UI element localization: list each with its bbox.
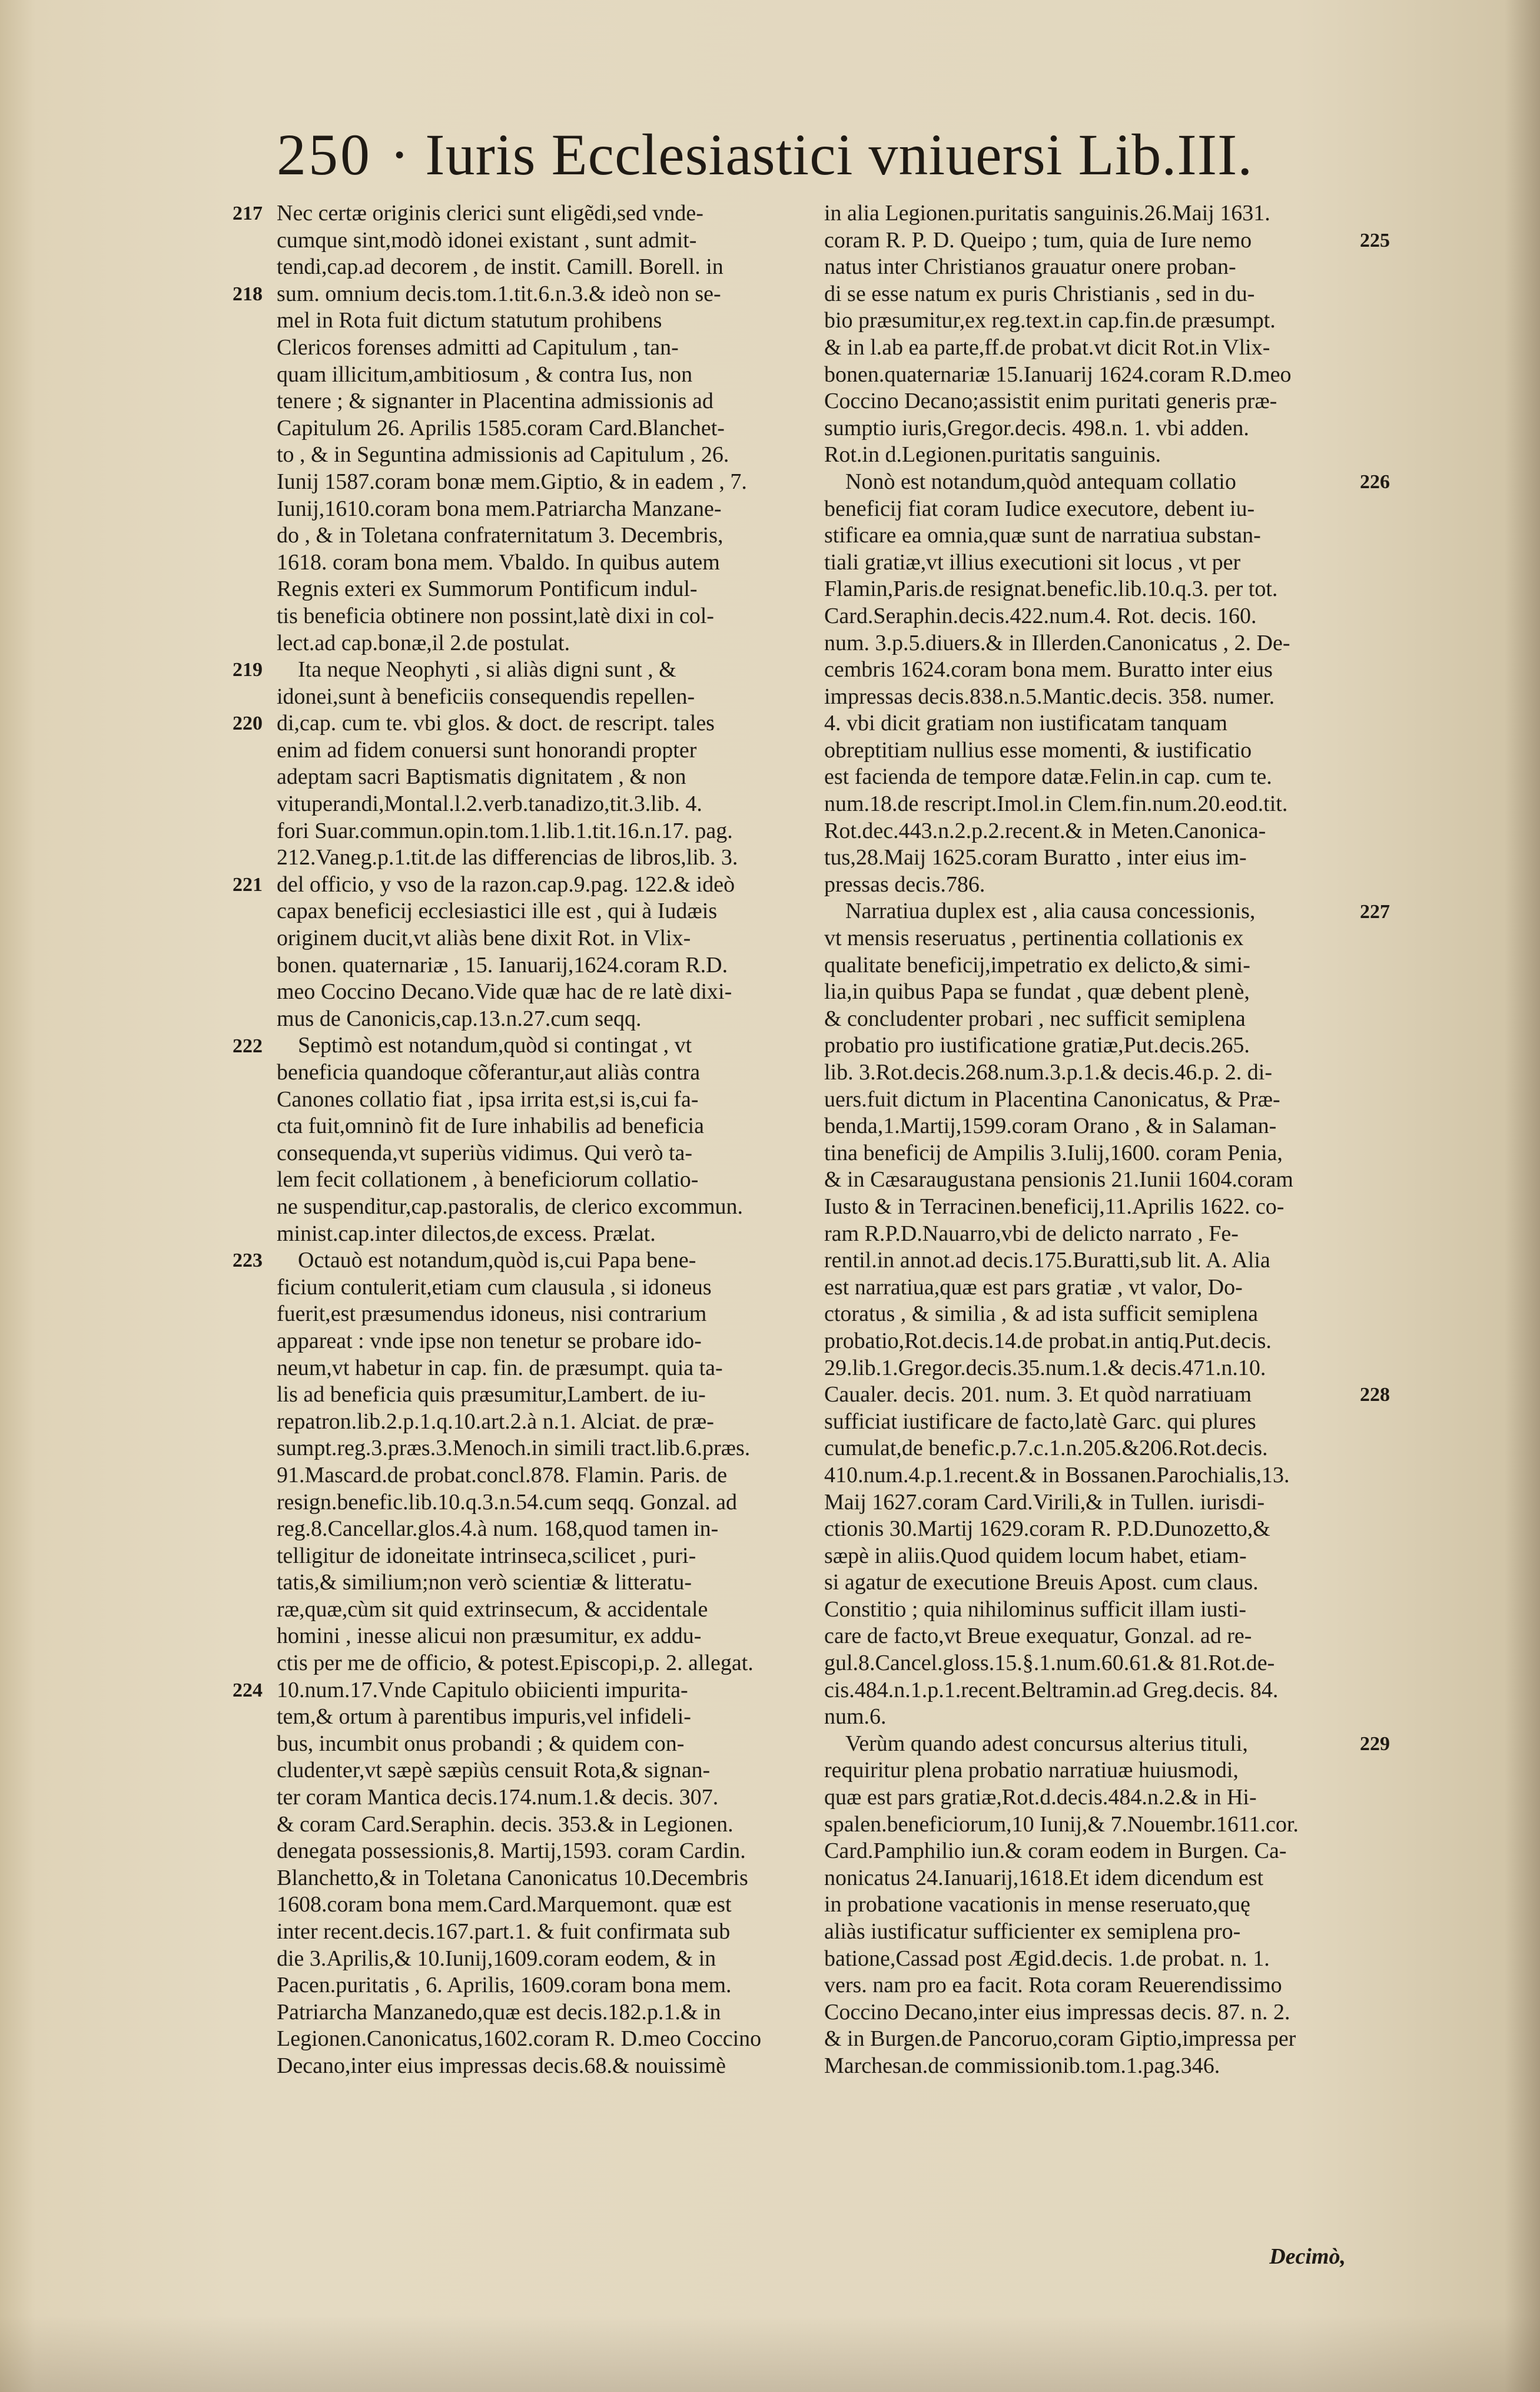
text-line: 29.lib.1.Gregor.decis.35.num.1.& decis.471.n.10. [824,1355,1266,1380]
text-line: Blanchetto,& in Toletana Canonicatus 10.Decembris [277,1865,748,1890]
paragraph-number: 226 [1360,471,1390,493]
text-line: 91.Mascard.de probat.concl.878. Flamin. Paris. de [277,1462,728,1487]
text-line: lem fecit collationem , à beneficiorum collatio- [277,1167,699,1192]
text-line: lis ad beneficia quis præsumitur,Lambert. de iu- [277,1382,706,1407]
text-line: Pacen.puritatis , 6. Aprilis, 1609.coram bona mem. [277,1973,732,1998]
text-line: cembris 1624.coram bona mem. Buratto inter eius [824,657,1273,683]
text-line: minist.cap.inter dilectos,de excess. Prælat. [277,1221,656,1246]
text-line: est facienda de tempore datæ.Felin.in cap. cum te. [824,764,1272,790]
paragraph-number: 220 [233,713,263,735]
text-line: sufficiat iustificare de facto,latè Garc. qui plures [824,1409,1256,1434]
paragraph-number: 229 [1360,1733,1390,1755]
text-line: sumptio iuris,Gregor.decis. 498.n. 1. vbi adden. [824,415,1249,440]
text-line: inter recent.decis.167.part.1. & fuit confirmata sub [277,1919,731,1944]
page-edge-shadow [1505,0,1540,2392]
text-line: to , & in Seguntina admissionis ad Capitulum , 26. [277,442,729,468]
text-line: Card.Pamphilio iun.& coram eodem in Burgen. Ca- [824,1838,1287,1864]
text-line: tenere ; & signanter in Placentina admissionis ad [277,389,713,414]
text-line: Constitio ; quia nihilominus sufficit illam iusti- [824,1596,1247,1622]
text-line: enim ad fidem conuersi sunt honorandi propter [277,737,697,763]
text-line: quæ est pars gratiæ,Rot.d.decis.484.n.2.& in Hi- [824,1785,1257,1810]
text-line: bonen.quaternariæ 15.Ianuarij 1624.coram R.D.meo [824,362,1292,387]
text-line: Decano,inter eius impressas decis.68.& nouissimè [277,2053,726,2078]
page-bottom-shadow [0,2315,1540,2392]
text-line: Regnis exteri ex Summorum Pontificum indul- [277,577,698,602]
text-line: ne suspenditur,cap.pastoralis, de clerico excommun. [277,1194,744,1219]
text-line: Narratiua duplex est , alia causa concessionis, [845,899,1256,924]
text-line: reg.8.Cancellar.glos.4.à num. 168,quod tamen in- [277,1516,719,1542]
text-line: Legionen.Canonicatus,1602.coram R. D.meo Coccino [277,2026,762,2052]
text-line: requiritur plena probatio narratiuæ huiusmodi, [824,1758,1239,1783]
text-line: Rot.dec.443.n.2.p.2.recent.& in Meten.Canonica- [824,818,1266,843]
text-line: cumulat,de benefic.p.7.c.1.n.205.&206.Rot.decis. [824,1436,1268,1461]
text-line: Rot.in d.Legionen.puritatis sanguinis. [824,442,1161,468]
text-line: adeptam sacri Baptismatis dignitatem , & non [277,764,686,790]
text-line: gul.8.Cancel.gloss.15.§.1.num.60.61.& 81.Rot.de- [824,1651,1275,1676]
text-line: probatio pro iustificatione gratiæ,Put.decis.265. [824,1033,1250,1058]
text-line: Verùm quando adest concursus alterius tituli, [845,1731,1248,1756]
text-line: do , & in Toletana confraternitatum 3. Decembris, [277,523,723,548]
text-line: Card.Seraphin.decis.422.num.4. Rot. decis. 160. [824,603,1257,628]
text-line: tendi,cap.ad decorem , de instit. Camill. Borell. in [277,254,723,280]
paragraph-number: 228 [1360,1384,1390,1406]
text-line: & coram Card.Seraphin. decis. 353.& in Legionen. [277,1811,734,1837]
text-line: Ita neque Neophyti , si aliàs digni sunt , & [298,657,676,683]
text-line: sumpt.reg.3.præs.3.Menoch.in simili tract.lib.6.præs. [277,1436,751,1461]
text-line: cis.484.n.1.p.1.recent.Beltramin.ad Greg.decis. 84. [824,1677,1279,1702]
text-line: nonicatus 24.Ianuarij,1618.Et idem dicendum est [824,1865,1264,1890]
text-line: vituperandi,Montal.l.2.verb.tanadizo,tit.3.lib. 4. [277,791,702,817]
text-line: Flamin,Paris.de resignat.benefic.lib.10.q.3. per tot. [824,577,1278,602]
paragraph-number: 225 [1360,229,1390,251]
text-line: Octauò est notandum,quòd is,cui Papa bene- [298,1248,696,1273]
paragraph-number: 217 [233,203,263,224]
text-line: cumque sint,modò idonei existant , sunt admit- [277,227,697,253]
text-line: & concludenter probari , nec sufficit semiplena [824,1006,1246,1031]
text-line: Patriarcha Manzanedo,quæ est decis.182.p.1.& in [277,1999,721,2025]
text-line: tus,28.Maij 1625.coram Buratto , inter eius im- [824,845,1247,870]
text-line: cludenter,vt sæpè sæpiùs censuit Rota,& signan- [277,1758,711,1783]
right-text-column [824,200,1354,2080]
text-line: ctoratus , & similia , & ad ista sufficit semiplena [824,1301,1258,1327]
paragraph-number: 219 [233,659,263,681]
text-line: Nec certæ originis clerici sunt eligẽdi,sed vnde- [277,201,703,226]
text-line: stificare ea omnia,quæ sunt de narratiua substan- [824,523,1261,548]
text-line: Iunij 1587.coram bonæ mem.Giptio, & in eadem , 7. [277,469,747,494]
text-line: sum. omnium decis.tom.1.tit.6.n.3.& ideò non se- [277,281,721,306]
text-line: Septimò est notandum,quòd si contingat , vt [298,1033,692,1058]
text-line: bus, incumbit onus probandi ; & quidem con- [277,1731,685,1756]
text-line: resign.benefic.lib.10.q.3.n.54.cum seqq. Gonzal. ad [277,1489,737,1515]
text-line: natus inter Christianos grauatur onere proban- [824,254,1236,280]
text-line: homini , inesse alicui non præsumitur, ex addu- [277,1624,702,1649]
text-line: telligitur de idoneitate intrinseca,scilicet , puri- [277,1543,696,1568]
text-line: di se esse natum ex puris Christianis , sed in du- [824,281,1255,306]
text-line: ræ,quæ,cùm sit quid extrinsecum, & accidentale [277,1596,708,1622]
text-line: num.6. [824,1704,887,1730]
text-line: quam illicitum,ambitiosum , & contra Ius, non [277,362,693,387]
text-line: 212.Vaneg.p.1.tit.de las differencias de libros,lib. 3. [277,845,738,870]
text-line: fuerit,est præsumendus idoneus, nisi contrarium [277,1301,707,1327]
text-line: neum,vt habetur in cap. fin. de præsumpt. quia ta- [277,1355,723,1380]
text-line: Clericos forenses admitti ad Capitulum , tan- [277,334,679,360]
text-line: beneficia quandoque cõferantur,aut aliàs contra [277,1060,701,1085]
text-line: consequenda,vt superiùs vidimus. Qui verò ta- [277,1140,693,1165]
text-line: num.18.de rescript.Imol.in Clem.fin.num.20.eod.tit. [824,791,1288,817]
text-line: spalen.beneficiorum,10 Iunij,& 7.Nouembr.1611.cor. [824,1811,1299,1837]
text-line: num. 3.p.5.diuers.& in Illerden.Canonicatus , 2. De- [824,630,1290,655]
text-line: Iunij,1610.coram bona mem.Patriarcha Manzane- [277,496,722,521]
text-line: tis beneficia obtinere non possint,latè dixi in col- [277,603,714,628]
text-line: in alia Legionen.puritatis sanguinis.26.Maij 1631. [824,201,1270,226]
text-line: ficium contulerit,etiam cum clausula , si idoneus [277,1274,712,1300]
text-line: batione,Cassad post Ægid.decis. 1.de probat. n. 1. [824,1946,1270,1971]
text-line: Marchesan.de commissionib.tom.1.pag.346. [824,2053,1220,2078]
text-line: vt mensis reseruatus , pertinentia collationis ex [824,926,1244,951]
text-line: probatio,Rot.decis.14.de probat.in antiq.Put.decis. [824,1328,1272,1353]
text-line: Caualer. decis. 201. num. 3. Et quòd narratiuam [824,1382,1252,1407]
paragraph-number: 218 [233,283,263,305]
text-line: Canones collatio fiat , ipsa irrita est,si is,cui fa- [277,1086,699,1112]
text-line: & in l.ab ea parte,ff.de probat.vt dicit Rot.in Vlix- [824,334,1270,360]
text-line: bonen. quaternariæ , 15. Ianuarij,1624.coram R.D. [277,952,728,978]
text-line: & in Burgen.de Pancoruo,coram Giptio,impressa per [824,2026,1296,2052]
text-line: aliàs iustificatur sufficienter ex semiplena pro- [824,1919,1241,1944]
text-line: qualitate beneficij,impetratio ex delicto,& simi- [824,952,1250,978]
text-line: Coccino Decano;assistit enim puritati generis præ- [824,389,1277,414]
paragraph-number: 221 [233,874,263,896]
text-line: die 3.Aprilis,& 10.Iunij,1609.coram eodem, & in [277,1946,716,1971]
text-line: meo Coccino Decano.Vide quæ hac de re latè dixi- [277,979,732,1005]
text-line: mel in Rota fuit dictum statutum prohibens [277,308,662,333]
text-line: tatis,& similium;non verò scientiæ & litteratu- [277,1570,692,1595]
text-line: idonei,sunt à beneficiis consequendis repellen- [277,684,695,709]
text-line: beneficij fiat coram Iudice executore, debent iu- [824,496,1255,521]
running-head: · Iuris Ecclesiastici vniuersi Lib.III. [390,122,1253,187]
text-line: appareat : vnde ipse non tenetur se probare ido- [277,1328,702,1353]
text-line: rentil.in annot.ad decis.175.Buratti,sub lit. A. Alia [824,1248,1270,1273]
text-line: ctis per me de officio, & potest.Episcopi,p. 2. allegat. [277,1651,754,1676]
text-line: originem ducit,vt aliàs bene dixit Rot. in Vlix- [277,926,691,951]
text-line: ctionis 30.Martij 1629.coram R. P.D.Dunozetto,& [824,1516,1270,1542]
text-line: Coccino Decano,inter eius impressas decis. 87. n. 2. [824,1999,1290,2025]
text-line: repatron.lib.2.p.1.q.10.art.2.à n.1. Alciat. de præ- [277,1409,714,1434]
text-line: 4. vbi dicit gratiam non iustificatam tanquam [824,711,1227,736]
text-line: mus de Canonicis,cap.13.n.27.cum seqq. [277,1006,642,1031]
paragraph-number: 222 [233,1035,263,1057]
text-line: Iusto & in Terracinen.beneficij,11.Aprilis 1622. co- [824,1194,1285,1219]
text-line: di,cap. cum te. vbi glos. & doct. de rescript. tales [277,711,715,736]
text-line: care de facto,vt Breue exequatur, Gonzal. ad re- [824,1624,1252,1649]
text-line: 1608.coram bona mem.Card.Marquemont. quæ est [277,1892,732,1917]
text-line: vers. nam pro ea facit. Rota coram Reuerendissimo [824,1973,1282,1998]
text-line: coram R. P. D. Queipo ; tum, quia de Iure nemo [824,227,1252,253]
text-line: lia,in quibus Papa se fundat , quæ debent plenè, [824,979,1250,1005]
text-line: & in Cæsaraugustana pensionis 21.Iunii 1604.coram [824,1167,1293,1192]
text-line: lib. 3.Rot.decis.268.num.3.p.1.& decis.46.p. 2. di- [824,1060,1273,1085]
catchword: Decimò, [1269,2244,1346,2269]
text-line: sæpè in aliis.Quod quidem locum habet, etiam- [824,1543,1247,1568]
text-line: Capitulum 26. Aprilis 1585.coram Card.Blanchet- [277,415,725,440]
text-line: fori Suar.commun.opin.tom.1.lib.1.tit.16.n.17. pag. [277,818,733,843]
paragraph-number: 223 [233,1250,263,1272]
text-line: ter coram Mantica decis.174.num.1.& decis. 307. [277,1785,719,1810]
text-line: tina beneficij de Ampilis 3.Iulij,1600. coram Penia, [824,1140,1283,1165]
paragraph-number: 227 [1360,900,1390,923]
page-header [277,121,1454,197]
text-line: 410.num.4.p.1.recent.& in Bossanen.Parochialis,13. [824,1462,1290,1487]
text-line: obreptitiam nullius esse momenti, & iustificatio [824,737,1252,763]
text-line: est narratiua,quæ est pars gratiæ , vt valor, Do- [824,1274,1243,1300]
text-line: impressas decis.838.n.5.Mantic.decis. 358. numer. [824,684,1275,709]
text-line: uers.fuit dictum in Placentina Canonicatus, & Præ- [824,1086,1280,1112]
text-line: tiali gratiæ,vt illius executioni sit locus , vt per [824,549,1241,575]
text-line: tem,& ortum à parentibus impuris,vel infideli- [277,1704,691,1730]
text-line: denegata possessionis,8. Martij,1593. coram Cardin. [277,1838,746,1864]
text-line: del officio, y vso de la razon.cap.9.pag. 122.& ideò [277,872,735,897]
text-line: cta fuit,omninò fit de Iure inhabilis ad beneficia [277,1114,704,1139]
text-line: ram R.P.D.Nauarro,vbi de delicto narrato , Fe- [824,1221,1239,1246]
text-line: 1618. coram bona mem. Vbaldo. In quibus autem [277,549,720,575]
text-line: capax beneficij ecclesiastici ille est , qui à Iudæis [277,899,718,924]
text-line: bio præsumitur,ex reg.text.in cap.fin.de præsumpt. [824,308,1276,333]
left-text-column [277,200,824,2080]
text-line: Maij 1627.coram Card.Virili,& in Tullen. iurisdi- [824,1489,1265,1515]
paragraph-number: 224 [233,1679,263,1701]
text-line: lect.ad cap.bonæ,il 2.de postulat. [277,630,570,655]
text-line: pressas decis.786. [824,872,985,897]
text-line: in probatione vacationis in mense reseruato,quę [824,1892,1250,1917]
page-number: 250 [277,122,372,187]
text-line: 10.num.17.Vnde Capitulo obiicienti impurita- [277,1677,688,1702]
text-line: benda,1.Martij,1599.coram Orano , & in Salaman- [824,1114,1277,1139]
text-line: si agatur de executione Breuis Apost. cum claus. [824,1570,1259,1595]
text-line: Nonò est notandum,quòd antequam collatio [845,469,1236,494]
